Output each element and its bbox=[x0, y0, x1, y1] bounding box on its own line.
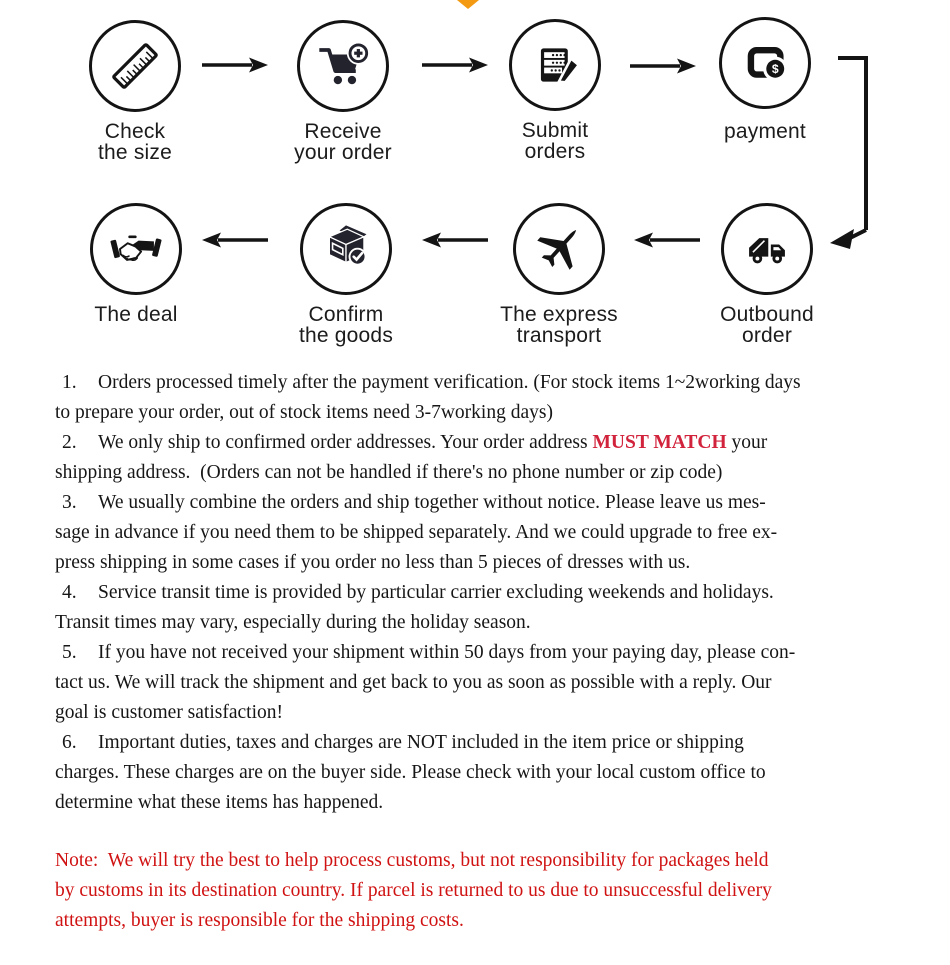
step-label: Receive your order bbox=[294, 120, 392, 164]
customs-note: Note: We will try the best to help process customs, but not responsibility for packages held by customs in its destination country. If parcel is returned to us due to unsuccessful delivery attempts, buyer is responsible for the shipping costs. bbox=[55, 850, 772, 931]
step-label: The deal bbox=[94, 303, 178, 326]
list-number: 4. bbox=[62, 582, 77, 603]
list-number: 5. bbox=[62, 642, 77, 663]
flow-step-payment bbox=[690, 17, 840, 142]
list-number: 1. bbox=[62, 372, 77, 393]
flow-step-receive-order bbox=[268, 20, 418, 163]
shipping-note-5: 5. If you have not received your shipment within 50 days from your paying day, please con- tact us. We will track the shipment and get back to you as soon as possible with a reply. Our goal is customer satisfaction! bbox=[55, 638, 940, 728]
step-label: The express transport bbox=[500, 303, 618, 347]
list-number: 6. bbox=[62, 732, 77, 753]
step-label: payment bbox=[724, 120, 806, 143]
flow-step-confirm-goods bbox=[271, 203, 421, 346]
cart-plus-icon bbox=[297, 20, 389, 112]
orange-down-arrow-icon bbox=[457, 0, 479, 9]
arrow-right-icon bbox=[420, 56, 490, 74]
list-number: 3. bbox=[62, 492, 77, 513]
list-number: 2. bbox=[62, 432, 77, 453]
shipping-note-2: 2. We only ship to confirmed order addresses. Your order address MUST MATCH your shipping address. (Orders can not be handled if there's no phone number or zip code) bbox=[55, 428, 940, 488]
shipping-note-6: 6. Important duties, taxes and charges are NOT included in the item price or shipping charges. These charges are on the buyer side. Please check with your local custom office to determine what these items has happened. bbox=[55, 728, 940, 818]
flow-step-check-size bbox=[60, 20, 210, 163]
step-label: Confirm the goods bbox=[298, 303, 394, 347]
svg-text:$: $ bbox=[771, 62, 779, 77]
shipping-note-4: 4. Service transit time is provided by particular carrier excluding weekends and holidays. Transit times may vary, especially during the holiday season. bbox=[55, 578, 940, 638]
step-label: Check the size bbox=[98, 120, 172, 164]
ruler-icon bbox=[89, 20, 181, 112]
arrow-right-icon bbox=[628, 57, 698, 75]
handshake-icon bbox=[90, 203, 182, 295]
arrow-right-icon bbox=[200, 56, 270, 74]
step-label: Outbound order bbox=[720, 303, 814, 347]
flow-step-outbound-order bbox=[692, 203, 842, 346]
flow-step-submit-orders bbox=[480, 19, 630, 162]
truck-icon bbox=[721, 203, 813, 295]
shipping-notes-list bbox=[55, 368, 940, 818]
payment-card-icon bbox=[719, 17, 811, 109]
arrow-left-icon bbox=[420, 231, 490, 249]
shipping-note-1: 1. Orders processed timely after the payment verification. (For stock items 1~2working days to prepare your order, out of stock items need 3-7working days) bbox=[55, 368, 940, 428]
flow-step-the-deal bbox=[61, 203, 211, 325]
shipping-note-3: 3. We usually combine the orders and ship together without notice. Please leave us mes- sage in advance if you need them to be shipped separately. And we could upgrade to free ex- press shipping in some cases if you order no less than 5 pieces of dresses with us. bbox=[55, 488, 940, 578]
step-label: Submit orders bbox=[521, 119, 589, 163]
arrow-left-icon bbox=[632, 231, 702, 249]
box-check-icon bbox=[300, 203, 392, 295]
flow-step-express-transport bbox=[484, 203, 634, 346]
order-form-icon bbox=[509, 19, 601, 111]
plane-icon bbox=[513, 203, 605, 295]
must-match-highlight: MUST MATCH bbox=[592, 432, 727, 453]
arrow-left-icon bbox=[200, 231, 270, 249]
